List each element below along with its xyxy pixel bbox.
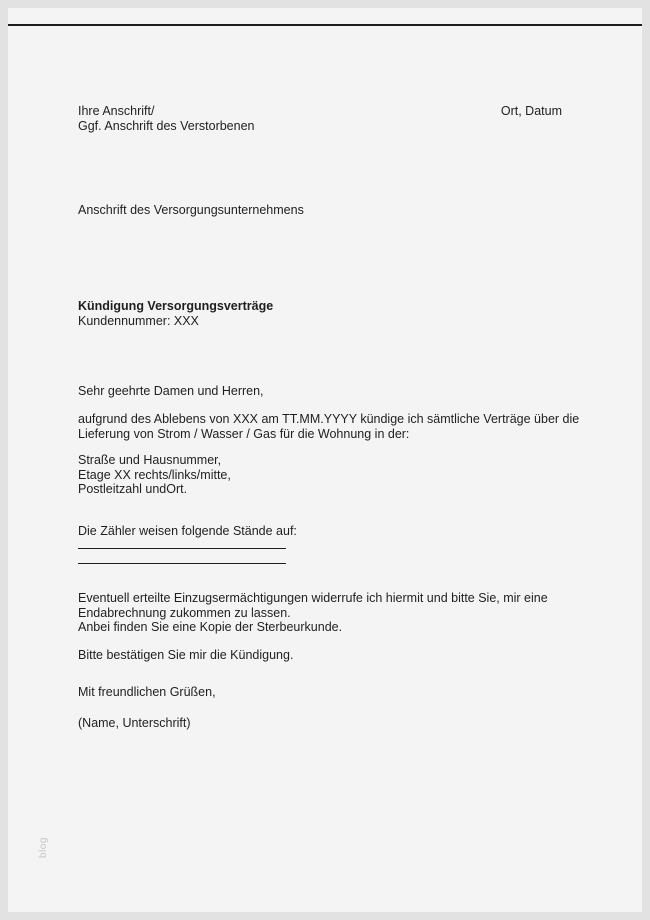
meter-lines <box>78 534 286 564</box>
blog-watermark: blog <box>38 837 49 858</box>
confirmation-request: Bitte bestätigen Sie mir die Kündigung. <box>78 648 294 662</box>
property-address-line-2: Etage XX rechts/links/mitte, <box>78 467 231 482</box>
sender-line-2: Ggf. Anschrift des Verstorbenen <box>78 118 255 133</box>
intro-line-2: Lieferung von Strom / Wasser / Gas für die Wohnung in der: <box>78 426 410 441</box>
property-address-line-1: Straße und Hausnummer, <box>78 453 222 467</box>
closing-paragraph-line-3: Anbei finden Sie eine Kopie der Sterbeurkunde. <box>78 620 343 634</box>
place-date-block <box>501 104 562 119</box>
meter-reading-blank-line-1 <box>78 548 286 549</box>
meter-heading: Die Zähler weisen folgende Stände auf: <box>78 524 297 538</box>
property-address-line-3: Postleitzahl undOrt. <box>78 482 188 496</box>
sender-line-1: Ihre Anschrift/ <box>78 104 155 118</box>
property-address-block <box>78 453 231 497</box>
place-date: Ort, Datum <box>500 104 562 118</box>
customer-number: Kundennummer: XXX <box>78 314 199 328</box>
signature-placeholder: (Name, Unterschrift) <box>78 716 191 730</box>
regards-line: Mit freundlichen Grüßen, <box>78 685 216 699</box>
subject-line: Kündigung Versorgungsverträge <box>78 299 274 313</box>
meter-reading-blank-line-2 <box>78 563 286 564</box>
closing-paragraph <box>78 591 548 635</box>
closing-paragraph-line-2: Endabrechnung zukommen zu lassen. <box>78 605 291 620</box>
intro-paragraph <box>78 412 579 441</box>
recipient-line: Anschrift des Versorgungsunternehmens <box>78 203 304 217</box>
sender-address-block <box>78 104 255 133</box>
page-top-rule <box>8 24 642 26</box>
salutation: Sehr geehrte Damen und Herren, <box>78 384 264 398</box>
letter-header <box>78 104 562 133</box>
closing-paragraph-line-1: Eventuell erteilte Einzugsermächtigungen widerrufe ich hiermit und bitte Sie, mir eine <box>78 591 548 605</box>
intro-line-1: aufgrund des Ablebens von XXX am TT.MM.YYYY kündige ich sämtliche Verträge über die <box>78 412 580 426</box>
